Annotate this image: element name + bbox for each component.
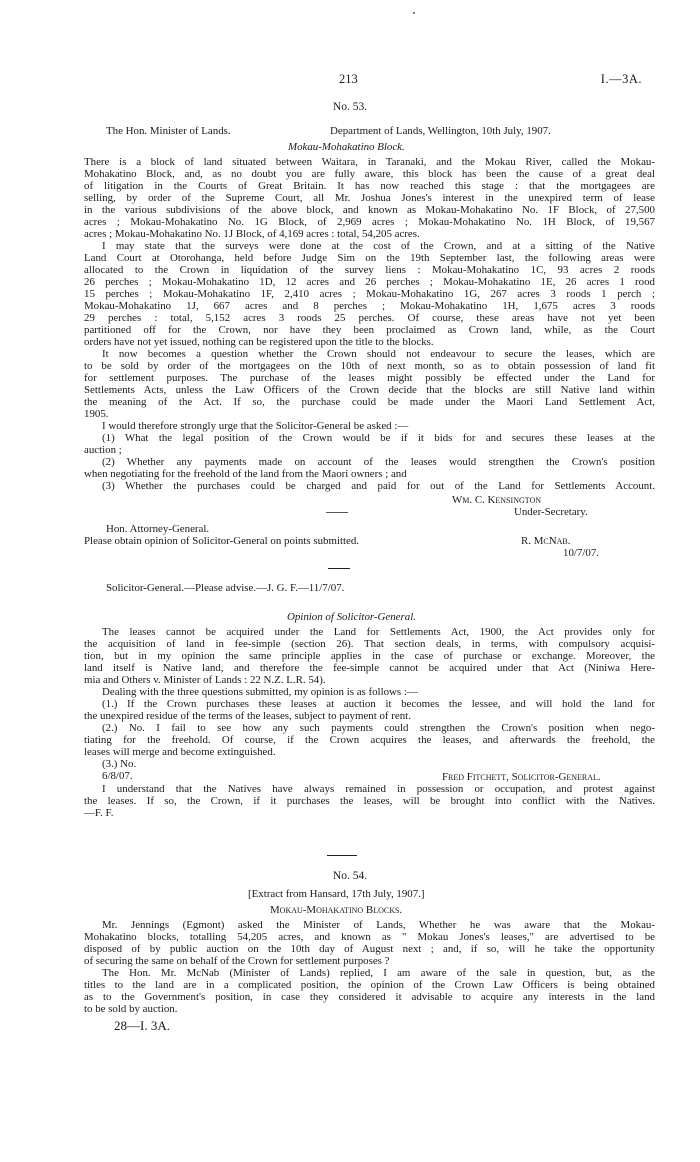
text-line: 29 perches : total, 5,152 acres 3 roods 25 perches. Of course, these areas have not yet been: [84, 312, 655, 324]
printer-signature-mark: 28—I. 3A.: [114, 1018, 170, 1033]
text-line: to be sold by order of the mortgagees on the 10th of next month, so as to obtain possession of land fit: [84, 360, 655, 372]
text-line: I may state that the surveys were done at the cost of the Crown, and at a sitting of the Native: [102, 240, 655, 252]
item-number: No. 54.: [332, 870, 368, 882]
minute-addressee: Hon. Attorney-General.: [106, 523, 210, 535]
text-line: allocated to the Crown in liquidation of the survey liens : Mokau-Mohakatino 1C, 93 acres 2 roods: [84, 264, 655, 276]
answer-line: (2.) No. I fail to see how any such payments could strengthen the Crown's position when nego-: [102, 722, 655, 734]
solicitor-instruction: Solicitor-General.—Please advise.—J. G. F.—11/7/07.: [106, 582, 345, 594]
text-line: of securing the same on behalf of the Crown for settlement purposes ?: [84, 955, 390, 967]
question-line: auction ;: [84, 444, 122, 456]
answer-line: leases will merge and become extinguished.: [84, 746, 276, 758]
answer-line: (1.) If the Crown purchases these leases at auction it becomes the lessee, and will hold the land for: [102, 698, 655, 710]
text-line: Dealing with the three questions submitted, my opinion is as follows :—: [102, 686, 418, 698]
text-line: as to the Government's position, in case they considered it advisable to acquire any interests in the land: [84, 991, 655, 1003]
text-line: the acquisition of land in fee-simple (section 26). That section deals, in terms, with compulsory acquisi-: [84, 638, 655, 650]
text-line: —F. F.: [84, 807, 114, 819]
text-line: Land Court at Otorohanga, held before Judge Sim on the 19th September last, the following areas were: [84, 252, 655, 264]
subject-heading: Mokau-Mohakatino Blocks.: [270, 904, 403, 916]
signature-title: Under-Secretary.: [514, 506, 588, 518]
question-line: (1) What the legal position of the Crown would be if it bids for and secures these leases at the: [102, 432, 655, 444]
opinion-title: Opinion of Solicitor-General.: [287, 611, 416, 623]
page-number: 213: [339, 72, 358, 86]
text-line: I understand that the Natives have always remained in possession or occupation, and protest against: [102, 783, 655, 795]
minute-signature: R. McNab.: [521, 535, 571, 547]
text-line: orders have not yet issued, nothing can be registered upon the title to the blocks.: [84, 336, 434, 348]
answer-line: (3.) No.: [102, 758, 137, 770]
text-line: mia and Others v. Minister of Lands : 22 N.Z. L.R. 54).: [84, 674, 326, 686]
text-line: Mokau-Mohakatino 1J, 667 acres and 8 perches ; Mokau-Mohakatino 1H, 1,675 acres 3 roods: [84, 300, 655, 312]
text-line: land itself is Native land, and therefore the fee-simple cannot be acquired under that Act (Niniwa Here-: [84, 662, 655, 674]
text-line: in the various subdivisions of the above block, and known as Mokau-Mohakatino No. 1F Block, of 27,500: [84, 204, 655, 216]
text-line: the leases. If so, the Crown, if it purchases the leases, will be brought into conflict with the Natives.: [84, 795, 655, 807]
minute-text: Please obtain opinion of Solicitor-General on points submitted.: [84, 535, 360, 547]
text-line: the meaning of the Act. If so, the purchase could be made under the Maori Land Settlement Act,: [84, 396, 655, 408]
text-line: Mohakatino Block, and, as no doubt you are fully aware, this block has been the cause of a great deal: [84, 168, 655, 180]
signature-name: Wm. C. Kensington: [452, 494, 542, 506]
text-line: to be sold by auction.: [84, 1003, 178, 1015]
text-line: for settlement purposes. The purchase of the leases might possibly be effected under the Land for: [84, 372, 655, 384]
text-line: acres ; Mokau-Mohakatino No. 1J Block, of 4,169 acres : total, 54,205 acres.: [84, 228, 420, 240]
minute-date: 10/7/07.: [563, 547, 600, 559]
question-line: when negotiating for the freehold of the land from the Maori owners ; and: [84, 468, 407, 480]
text-line: Mohakatino blocks, totalling 54,205 acres, and known as " Mokau Jones's leases," are advertised to be: [84, 931, 655, 943]
section-rule: [327, 855, 357, 856]
extract-note: [Extract from Hansard, 17th July, 1907.]: [248, 888, 425, 900]
text-line: of litigation in the Courts of Great Britain. It has now reached this stage : that the mortgagees are: [84, 180, 655, 192]
text-line: titles to the land are in a complicated position, the opinion of the Crown Law Officers is being obtained: [84, 979, 655, 991]
text-line: disposed of by public auction on the 10th day of August next ; and, if so, will he take the opportunity: [84, 943, 655, 955]
text-line: It now becomes a question whether the Crown should not endeavour to secure the leases, which are: [102, 348, 655, 360]
text-line: partitioned off for the Crown, nor have they been proclaimed as Crown land, while, as the Court: [84, 324, 655, 336]
question-line: (3) Whether the purchases could be charged and paid for out of the Land for Settlements Account.: [102, 480, 655, 492]
opinion-date: 6/8/07.: [102, 770, 133, 782]
sender-date: Department of Lands, Wellington, 10th July, 1907.: [330, 125, 551, 137]
section-rule: [328, 568, 350, 569]
text-line: 15 perches ; Mokau-Mohakatino 1F, 2,410 acres ; Mokau-Mohakatino 1G, 267 acres 3 roods 1 perch ;: [84, 288, 655, 300]
text-line: Settlements Acts, unless the Law Officers of the Crown decide that the blocks are still Native land within: [84, 384, 655, 396]
opinion-signature: Fred Fitchett, Solicitor-General.: [442, 771, 601, 783]
subject-heading: Mokau-Mohakatino Block.: [288, 141, 405, 153]
scan-speck: [413, 12, 415, 14]
question-line: (2) Whether any payments made on account of the leases would strengthen the Crown's position: [102, 456, 655, 468]
answer-line: tiating for the freehold. Of course, if the Crown acquires the leases, and afterwards the freehold, the: [84, 734, 655, 746]
text-line: The Hon. Mr. McNab (Minister of Lands) replied, I am aware of the sale in question, but, as the: [102, 967, 655, 979]
text-line: tion, but in my opinion the same principle applies in the case of purchase or exchange. Moreover, the: [84, 650, 655, 662]
document-reference: I.—3A.: [600, 72, 642, 86]
item-number: No. 53.: [332, 101, 368, 113]
text-line: There is a block of land situated between Waitara, in Taranaki, and the Mokau River, called the Mokau-: [84, 156, 655, 168]
text-line: acres ; Mokau-Mohakatino No. 1G Block, of 2,969 acres ; Mokau-Mohakatino No. 1H Block, of 19,567: [84, 216, 655, 228]
text-line: 26 perches ; Mokau-Mohakatino 1D, 12 acres and 26 perches ; Mokau-Mohakatino 1E, 26 acres 1 rood: [84, 276, 655, 288]
text-line: The leases cannot be acquired under the Land for Settlements Act, 1900, the Act provides only for: [102, 626, 655, 638]
text-line: Mr. Jennings (Egmont) asked the Minister of Lands, Whether he was aware that the Mokau-: [102, 919, 655, 931]
answer-line: the unexpired residue of the terms of the leases, subject to payment of rent.: [84, 710, 411, 722]
text-line: 1905.: [84, 408, 109, 420]
text-line: selling, by order of the Supreme Court, all Mr. Joshua Jones's interest in the unexpired term of lease: [84, 192, 655, 204]
addressee: The Hon. Minister of Lands.: [106, 125, 231, 137]
text-line: I would therefore strongly urge that the Solicitor-General be asked :—: [102, 420, 409, 432]
short-rule: [326, 512, 348, 513]
